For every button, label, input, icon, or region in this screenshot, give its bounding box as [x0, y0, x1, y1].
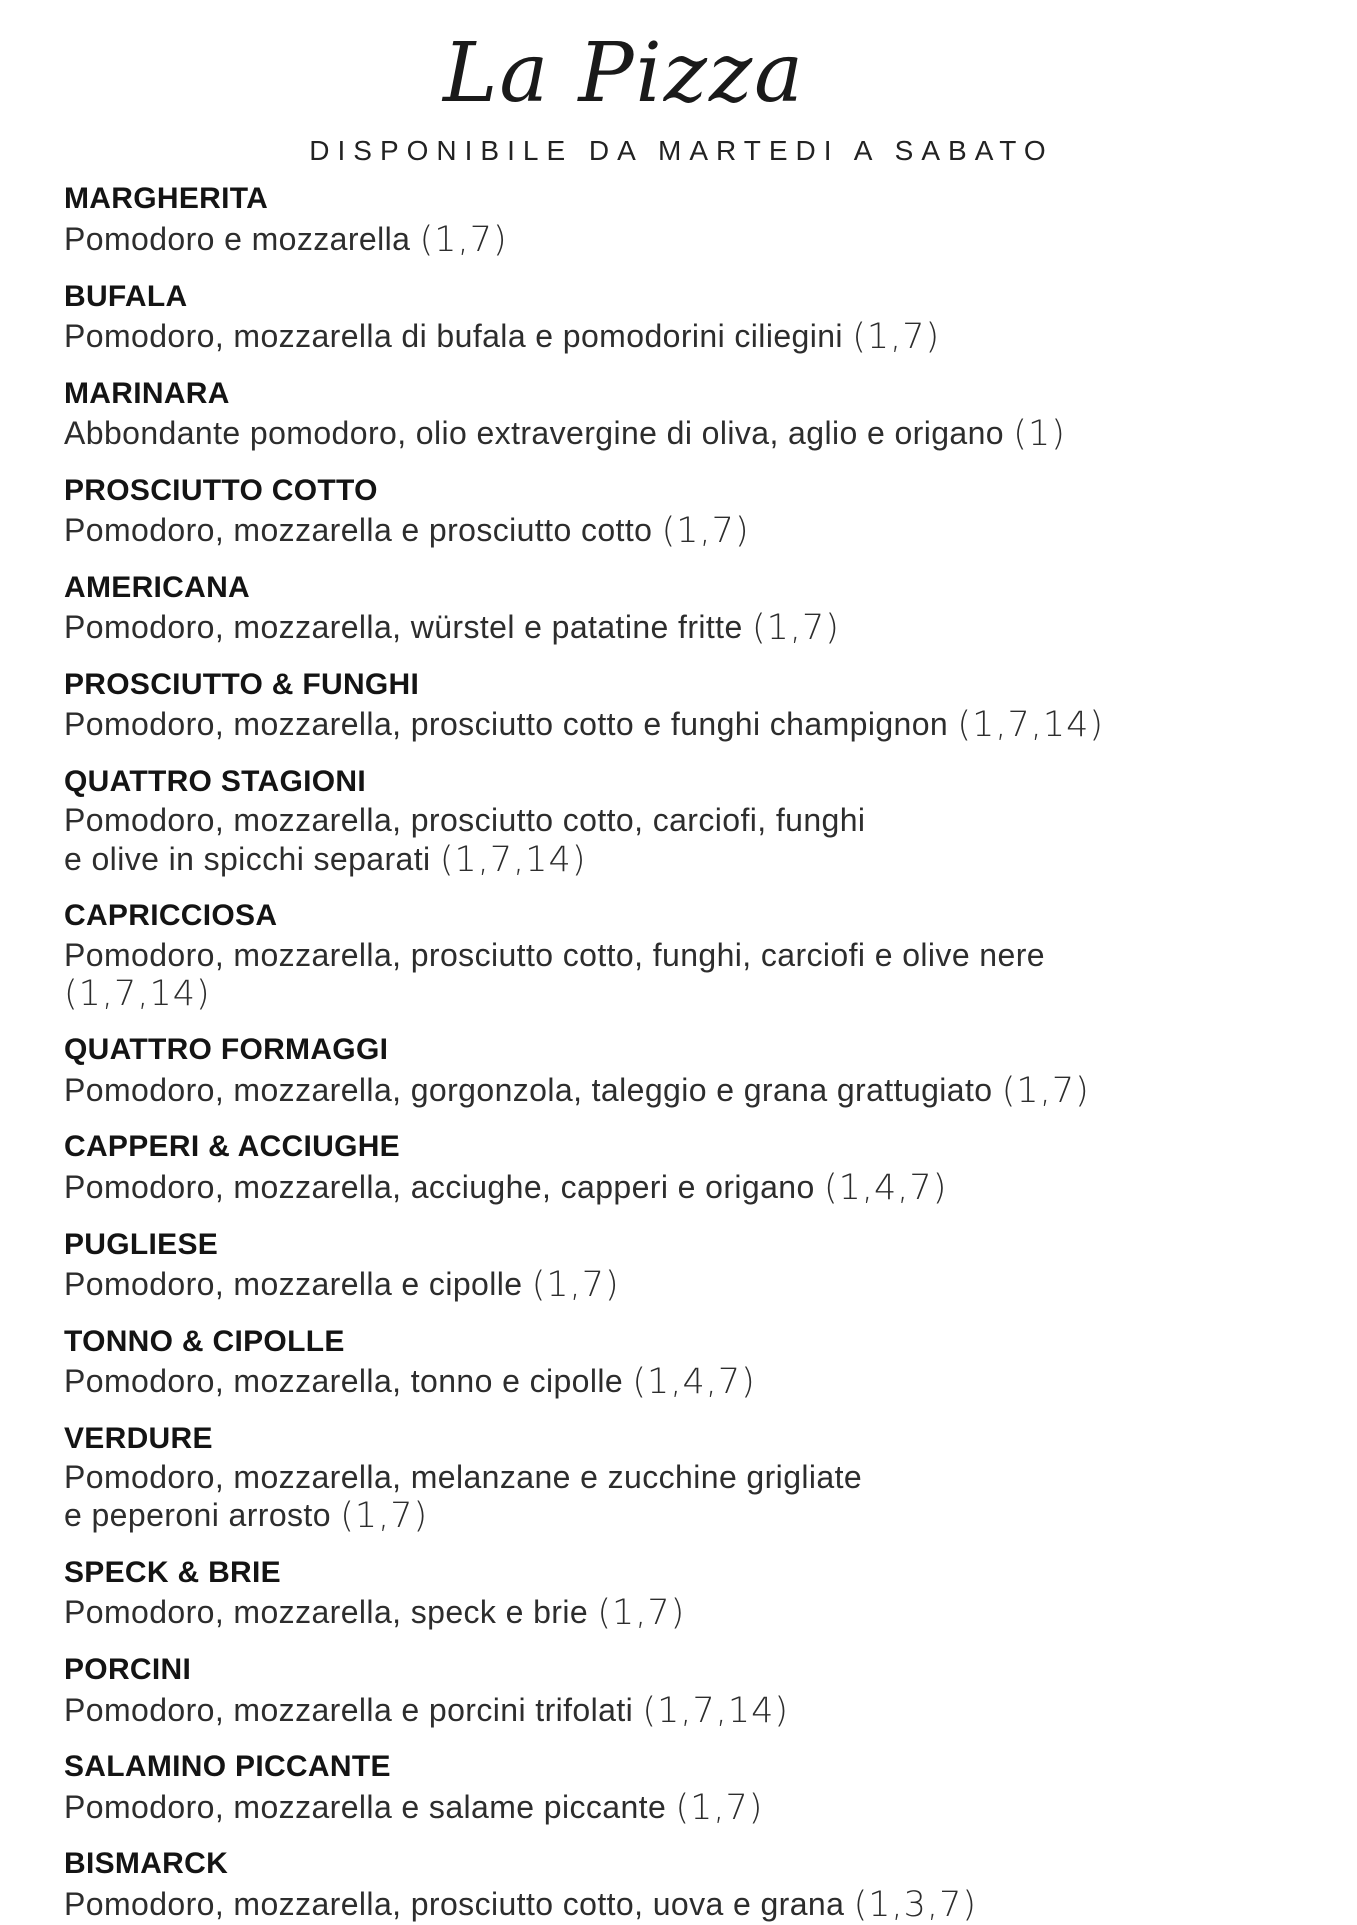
item-description: [64, 1593, 1299, 1634]
ingredients-text: Pomodoro, mozzarella, acciughe, capperi e origano: [64, 1168, 815, 1205]
description-line: [64, 414, 1299, 455]
allergen-codes: (1,7): [531, 1265, 620, 1306]
allergen-codes: (1,7): [661, 511, 750, 552]
allergen-codes: (1,7): [675, 1787, 764, 1828]
menu-item: [64, 1556, 1299, 1634]
ingredients-text: Pomodoro, mozzarella, gorgonzola, taleggio e grana grattugiato: [64, 1071, 993, 1108]
allergen-codes: (1,7,14): [64, 973, 211, 1014]
description-line: [64, 1362, 1299, 1403]
ingredients-text: Pomodoro, mozzarella, tonno e cipolle: [64, 1363, 624, 1400]
menu-item: [64, 668, 1299, 746]
item-name: BUFALA: [64, 279, 188, 313]
item-description: [64, 414, 1299, 455]
item-description: [64, 1168, 1299, 1209]
menu-item: [64, 1325, 1299, 1403]
item-name: CAPRICCIOSA: [64, 899, 278, 933]
allergen-codes: (1,4,7): [632, 1362, 756, 1403]
item-description: [64, 317, 1299, 358]
menu-item: [64, 1422, 1299, 1537]
ingredients-text: Pomodoro, mozzarella, speck e brie: [64, 1594, 589, 1631]
menu-item: [64, 1228, 1299, 1306]
item-description: [64, 1691, 1299, 1732]
menu-header: [64, 28, 1299, 167]
ingredients-text: Pomodoro, mozzarella di bufala e pomodorini ciliegini: [64, 318, 843, 355]
item-name: VERDURE: [64, 1421, 213, 1455]
allergen-codes: (1,7): [419, 219, 508, 260]
description-line: [64, 1691, 1299, 1732]
description-line: [64, 705, 1299, 746]
item-name: TONNO & CIPOLLE: [64, 1324, 345, 1358]
menu-item: [64, 1653, 1299, 1731]
menu-items: [64, 182, 1299, 1925]
item-name: SPECK & BRIE: [64, 1555, 281, 1589]
menu-title-wrap: [64, 28, 1184, 120]
menu-title: La Pizza: [442, 26, 806, 121]
menu-item: [64, 280, 1299, 358]
item-description: [64, 1788, 1299, 1829]
ingredients-text: e peperoni arrosto: [64, 1497, 331, 1534]
description-line: [64, 1265, 1299, 1306]
item-name: PUGLIESE: [64, 1227, 219, 1261]
ingredients-text: Pomodoro, mozzarella e porcini trifolati: [64, 1691, 634, 1728]
allergen-codes: (1): [1013, 414, 1066, 455]
item-name: AMERICANA: [64, 570, 251, 604]
item-description: [64, 802, 1299, 880]
allergen-codes: (1,7): [852, 317, 941, 358]
menu-item: [64, 377, 1299, 455]
description-line: [64, 937, 1299, 974]
description-line: [64, 1459, 1299, 1496]
menu-item: [64, 474, 1299, 552]
item-description: [64, 1885, 1299, 1925]
description-line: [64, 1168, 1299, 1209]
ingredients-text: Pomodoro, mozzarella, würstel e patatine fritte: [64, 609, 743, 646]
menu-item: [64, 182, 1299, 260]
allergen-codes: (1,7): [340, 1496, 429, 1537]
ingredients-text: e olive in spicchi separati: [64, 840, 431, 877]
item-name: MARGHERITA: [64, 182, 269, 216]
menu-item: [64, 765, 1299, 880]
ingredients-text: Pomodoro, mozzarella e prosciutto cotto: [64, 512, 653, 549]
description-line: [64, 317, 1299, 358]
item-description: [64, 1265, 1299, 1306]
ingredients-text: Pomodoro e mozzarella: [64, 220, 411, 257]
ingredients-text: Pomodoro, mozzarella e salame piccante: [64, 1788, 667, 1825]
allergen-codes: (1,7,14): [957, 705, 1105, 746]
menu-subtitle: DISPONIBILE DA MARTEDI A SABATO: [309, 134, 1054, 166]
ingredients-text: Pomodoro, mozzarella, prosciutto cotto, carciofi, funghi: [64, 802, 866, 839]
ingredients-text: Abbondante pomodoro, olio extravergine di oliva, aglio e origano: [64, 415, 1004, 452]
item-name: MARINARA: [64, 376, 230, 410]
allergen-codes: (1,7): [1001, 1070, 1090, 1111]
menu-item: [64, 571, 1299, 649]
menu-item: [64, 1750, 1299, 1828]
description-line: [64, 1071, 1299, 1112]
description-line: [64, 1496, 1299, 1537]
item-name: BISMARCK: [64, 1847, 229, 1881]
description-line: [64, 1788, 1299, 1829]
ingredients-text: Pomodoro, mozzarella, prosciutto cotto, funghi, carciofi e olive nere: [64, 936, 1045, 973]
item-description: [64, 705, 1299, 746]
item-description: [64, 937, 1299, 1015]
allergen-codes: (1,4,7): [823, 1167, 948, 1208]
allergen-codes: (1,3,7): [853, 1884, 977, 1925]
item-description: [64, 1362, 1299, 1403]
menu-item: [64, 1033, 1299, 1111]
allergen-codes: (1,7,14): [439, 839, 587, 880]
allergen-codes: (1,7): [597, 1593, 686, 1634]
item-description: [64, 511, 1299, 552]
menu-item: [64, 1847, 1299, 1925]
description-line: [64, 840, 1299, 881]
item-name: CAPPERI & ACCIUGHE: [64, 1130, 400, 1164]
description-line: [64, 1885, 1299, 1925]
description-line: [64, 511, 1299, 552]
item-name: PORCINI: [64, 1653, 192, 1687]
item-description: [64, 1459, 1299, 1537]
item-description: [64, 1071, 1299, 1112]
ingredients-text: Pomodoro, mozzarella, prosciutto cotto, uova e grana: [64, 1885, 845, 1922]
allergen-codes: (1,7,14): [642, 1690, 790, 1731]
item-name: QUATTRO FORMAGGI: [64, 1033, 389, 1067]
item-name: QUATTRO STAGIONI: [64, 764, 367, 798]
description-line: [64, 608, 1299, 649]
description-line: [64, 220, 1299, 261]
menu-item: [64, 899, 1299, 1014]
item-description: [64, 608, 1299, 649]
ingredients-text: Pomodoro, mozzarella, prosciutto cotto e funghi champignon: [64, 706, 949, 743]
menu-item: [64, 1130, 1299, 1208]
ingredients-text: Pomodoro, mozzarella, melanzane e zucchine grigliate: [64, 1459, 863, 1496]
ingredients-text: Pomodoro, mozzarella e cipolle: [64, 1266, 523, 1303]
item-name: PROSCIUTTO COTTO: [64, 473, 378, 507]
allergen-codes: (1,7): [751, 608, 840, 649]
item-name: PROSCIUTTO & FUNGHI: [64, 667, 420, 701]
item-description: [64, 220, 1299, 261]
description-line: [64, 1593, 1299, 1634]
item-name: SALAMINO PICCANTE: [64, 1750, 391, 1784]
description-line: [64, 802, 1299, 839]
description-line: [64, 974, 1299, 1015]
